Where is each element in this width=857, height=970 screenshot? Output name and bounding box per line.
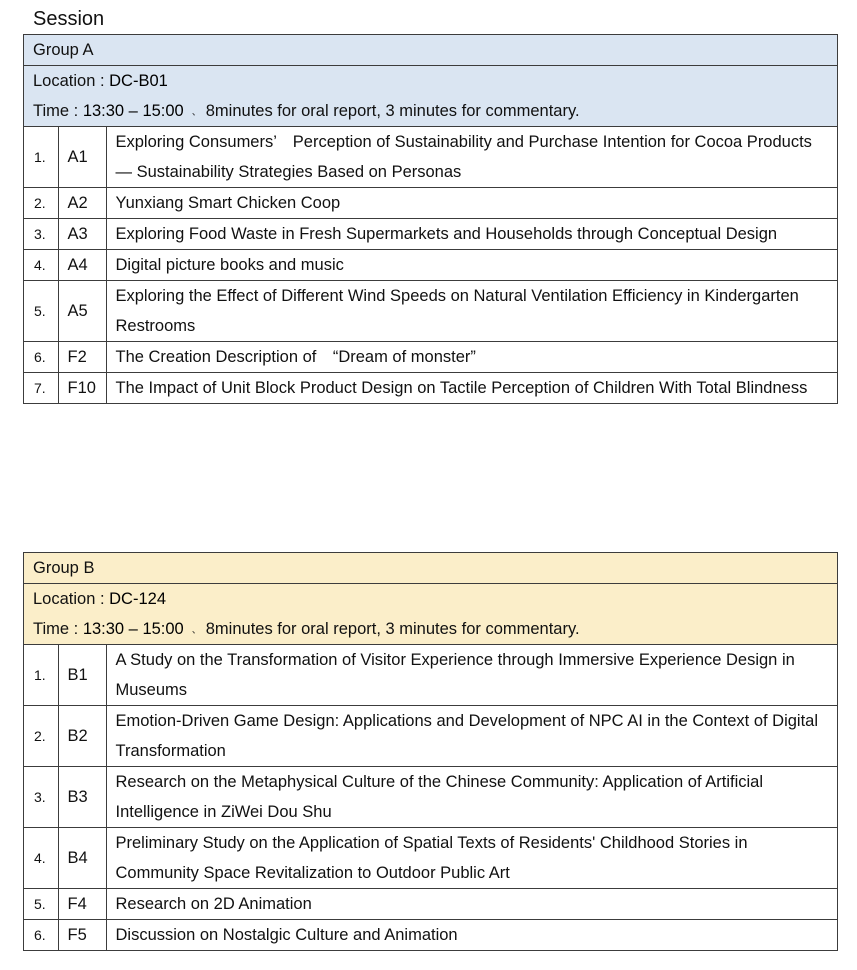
table-row [24,127,837,188]
group-a-rows [24,127,837,403]
row-number: 3. [24,219,58,250]
row-number: 2. [24,706,58,767]
group-b-title: Group B [24,553,837,584]
row-number: 5. [24,281,58,342]
table-row [24,920,837,951]
paper-code: A3 [58,219,106,250]
location-value: DC-124 [109,590,166,608]
paper-title: Preliminary Study on the Application of Spatial Texts of Residents' Childhood Stories in Community Space Revitalization to Outdoor Public Art [106,828,837,889]
paper-title: Discussion on Nostalgic Culture and Animation [106,920,837,951]
separator: 、 [191,107,202,118]
table-row [24,828,837,889]
table-row [24,645,837,706]
paper-title: Research on the Metaphysical Culture of the Chinese Community: Application of Artificial Intelligence in ZiWei Dou Shu [106,767,837,828]
table-row [24,219,837,250]
paper-title: Exploring Food Waste in Fresh Supermarkets and Households through Conceptual Design [106,219,837,250]
row-number: 2. [24,188,58,219]
group-b-header [24,553,837,645]
paper-title: The Impact of Unit Block Product Design on Tactile Perception of Children With Total Blindness [106,373,837,404]
location-value: DC-B01 [109,72,168,90]
row-number: 4. [24,828,58,889]
paper-code: F4 [58,889,106,920]
group-a-header [24,35,837,127]
separator: 、 [191,625,202,636]
row-number: 7. [24,373,58,404]
group-b-location [24,584,837,614]
paper-title: Research on 2D Animation [106,889,837,920]
row-number: 3. [24,767,58,828]
paper-code: B4 [58,828,106,889]
time-label: Time : [33,620,83,638]
paper-code: A2 [58,188,106,219]
group-a-title: Group A [24,35,837,66]
paper-title: Yunxiang Smart Chicken Coop [106,188,837,219]
table-row [24,706,837,767]
location-label: Location : [33,590,110,608]
time-value: 13:30 – 15:00 [82,102,184,120]
row-number: 6. [24,920,58,951]
table-row [24,188,837,219]
row-number: 4. [24,250,58,281]
group-b-time [24,614,837,644]
paper-code: A4 [58,250,106,281]
paper-title: Exploring the Effect of Different Wind Speeds on Natural Ventilation Efficiency in Kindergarten Restrooms [106,281,837,342]
table-row [24,767,837,828]
time-note: 8minutes for oral report, 3 minutes for commentary. [205,620,580,638]
paper-title: Digital picture books and music [106,250,837,281]
group-b-table [23,552,838,951]
row-number: 6. [24,342,58,373]
paper-code: B1 [58,645,106,706]
table-row [24,250,837,281]
location-label: Location : [33,72,110,90]
paper-code: F10 [58,373,106,404]
group-a-location [24,66,837,96]
time-value: 13:30 – 15:00 [82,620,184,638]
paper-code: B3 [58,767,106,828]
time-note: 8minutes for oral report, 3 minutes for commentary. [205,102,580,120]
paper-code: B2 [58,706,106,767]
paper-code: F2 [58,342,106,373]
paper-code: F5 [58,920,106,951]
time-label: Time : [33,102,83,120]
table-row [24,889,837,920]
table-row [24,342,837,373]
paper-title: The Creation Description of “Dream of monster” [106,342,837,373]
group-a-table [23,34,838,404]
group-a-time [24,96,837,126]
paper-title: Exploring Consumers’ Perception of Sustainability and Purchase Intention for Cocoa Products — Sustainability Strategies Based on Personas [115,133,812,181]
paper-code: A5 [58,281,106,342]
paper-title: A Study on the Transformation of Visitor Experience through Immersive Experience Design in Museums [115,651,795,699]
row-number: 1. [24,645,58,706]
group-b-rows [24,645,837,950]
table-row [24,373,837,404]
table-row [24,281,837,342]
paper-title: Emotion-Driven Game Design: Applications and Development of NPC AI in the Context of Digital Transformation [106,706,837,767]
paper-code: A1 [58,127,106,188]
row-number: 1. [24,127,58,188]
session-title: Session [33,8,105,30]
row-number: 5. [24,889,58,920]
